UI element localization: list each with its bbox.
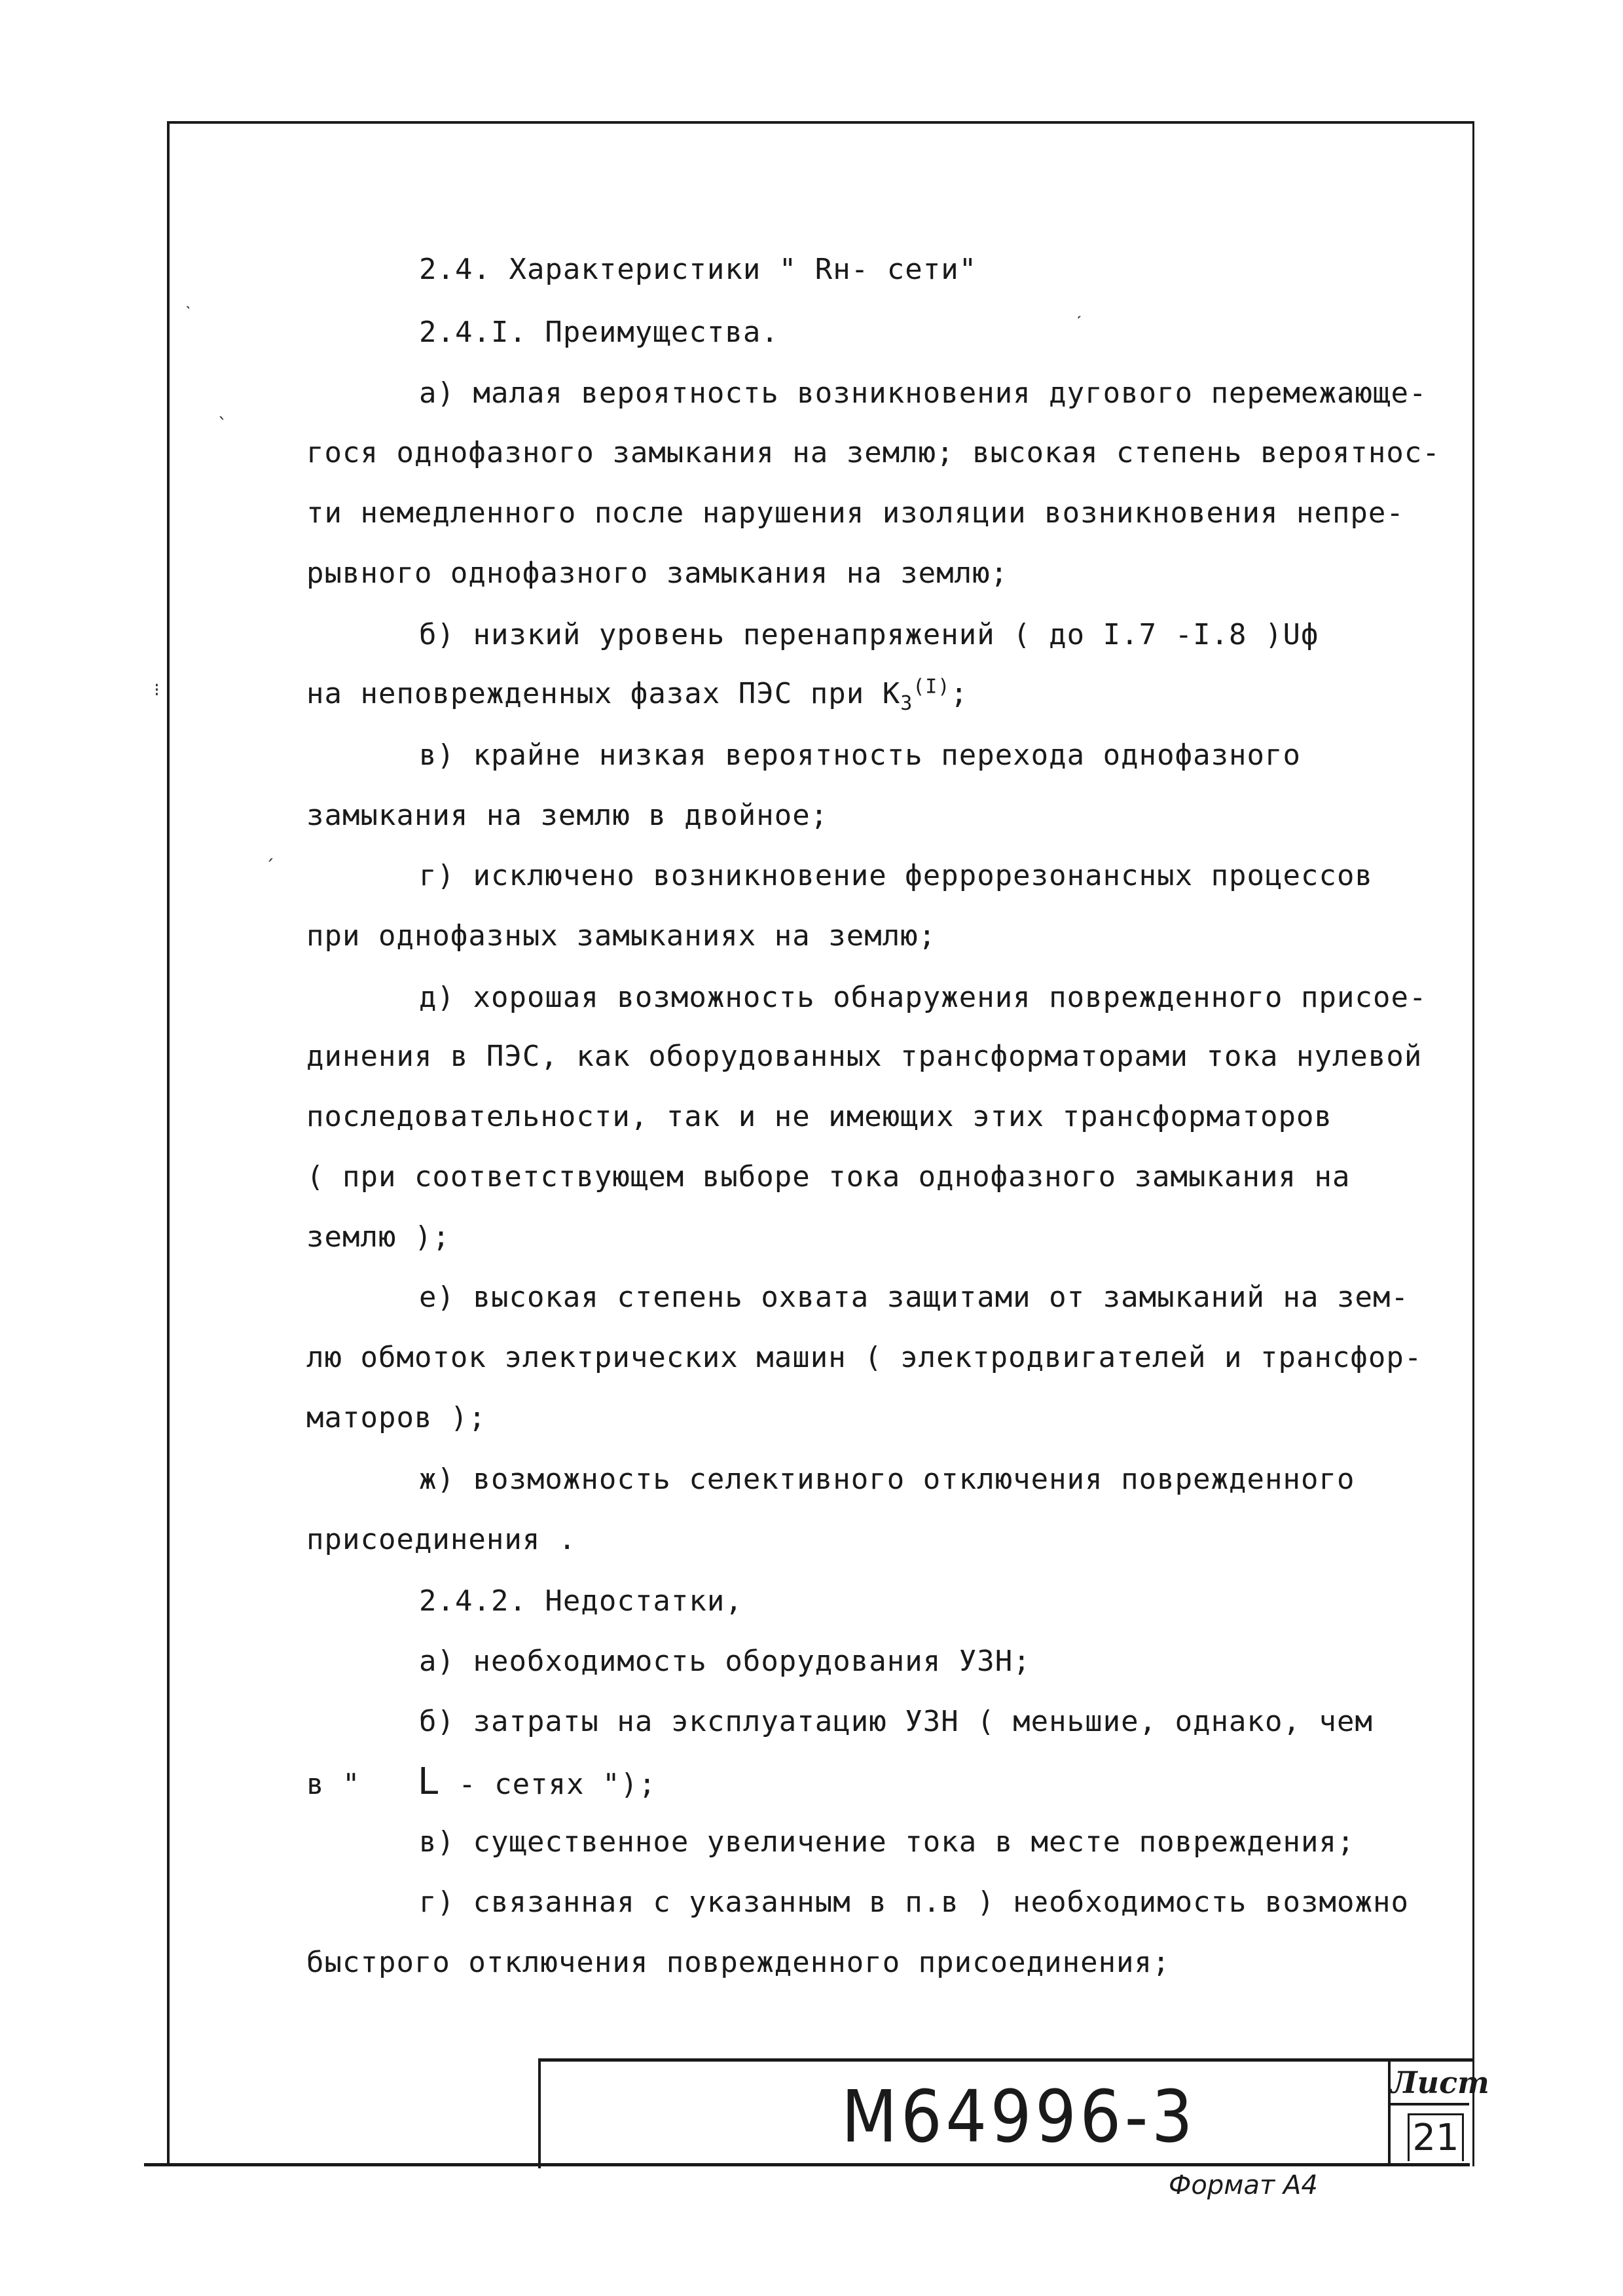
adv-g-line-2: присоединения . xyxy=(306,1523,577,1556)
adv-a-line-2: гося однофазного замыкания на землю; высокая степень вероятнос- xyxy=(306,436,1440,469)
adv-e-line-2: динения в ПЭС, как оборудованных трансформаторами тока нулевой xyxy=(306,1040,1423,1073)
adv-f-line-3: маторов ); xyxy=(306,1401,486,1434)
adv-b-line-1: б) низкий уровень перенапряжений ( до I.7 -I.8 )Uф xyxy=(419,618,1319,651)
dis-d-line-1: г) связанная с указанным в п.в ) необходимость возможно xyxy=(419,1886,1409,1919)
k3-superscript: (I) xyxy=(913,675,951,699)
handwritten-l: L xyxy=(417,1760,439,1803)
adv-f-line-1: е) высокая степень охвата защитами от замыканий на зем- xyxy=(419,1281,1409,1314)
advantages-heading: 2.4.I. Преимущества. xyxy=(419,316,779,349)
adv-a-line-3: ти немедленного после нарушения изоляции возникновения непре- xyxy=(306,496,1404,530)
dis-b-line-2 xyxy=(306,1762,657,1804)
dis-b-line-2-pre: в " xyxy=(306,1768,361,1801)
bottom-rule xyxy=(144,2163,1470,2166)
dis-c-line: в) существенное увеличение тока в месте повреждения; xyxy=(419,1825,1355,1859)
adv-e-line-5: землю ); xyxy=(306,1220,450,1254)
adv-c-line-1: в) крайне низкая вероятность перехода однофазного xyxy=(419,738,1302,772)
scan-speck: ˋ xyxy=(183,302,194,324)
adv-b-line-2-end: ; xyxy=(950,677,968,710)
dis-b-line-2-post: - сетях "); xyxy=(458,1768,657,1801)
format-label: Формат А4 xyxy=(1169,2170,1318,2200)
scan-speck: ˎ xyxy=(216,397,227,419)
document-code: М64996-3 xyxy=(841,2075,1197,2159)
sheet-label: Лист xyxy=(1391,2062,1469,2105)
scan-speck: ˊ xyxy=(1074,312,1085,334)
adv-e-line-4: ( при соответствующем выборе тока однофазного замыкания на xyxy=(306,1160,1351,1194)
scan-speck: ˏ xyxy=(265,839,276,861)
disadvantages-heading: 2.4.2. Недостатки, xyxy=(419,1584,743,1618)
adv-b-line-2-text: на неповрежденных фазах ПЭС при К xyxy=(306,677,901,710)
adv-b-line-2 xyxy=(306,674,968,714)
adv-d-line-1: г) исключено возникновение феррорезонансных процессов xyxy=(419,859,1373,892)
sheet-number: 21 xyxy=(1408,2113,1464,2161)
dis-a-line: а) необходимость оборудования УЗН; xyxy=(419,1645,1031,1678)
dis-d-line-2: быстрого отключения поврежденного присоединения; xyxy=(306,1946,1171,1979)
adv-g-line-1: ж) возможность селективного отключения поврежденного xyxy=(419,1463,1355,1496)
adv-e-line-3: последовательности, так и не имеющих этих трансформаторов xyxy=(306,1100,1332,1133)
scan-speck: ⁝ xyxy=(154,679,160,701)
adv-d-line-2: при однофазных замыканиях на землю; xyxy=(306,919,937,953)
adv-a-line-4: рывного однофазного замыкания на землю; xyxy=(306,556,1009,590)
adv-e-line-1: д) хорошая возможность обнаружения поврежденного присое- xyxy=(419,981,1427,1014)
adv-a-line-1: а) малая вероятность возникновения дугового перемежающе- xyxy=(419,376,1427,410)
adv-f-line-2: лю обмоток электрических машин ( электродвигателей и трансфор- xyxy=(306,1341,1423,1374)
dis-b-line-1: б) затраты на эксплуатацию УЗН ( меньшие, однако, чем xyxy=(419,1705,1373,1738)
adv-c-line-2: замыкания на землю в двойное; xyxy=(306,799,829,832)
k3-subscript: 3 xyxy=(900,691,913,715)
section-heading: 2.4. Характеристики " Rн- сети" xyxy=(419,253,977,286)
